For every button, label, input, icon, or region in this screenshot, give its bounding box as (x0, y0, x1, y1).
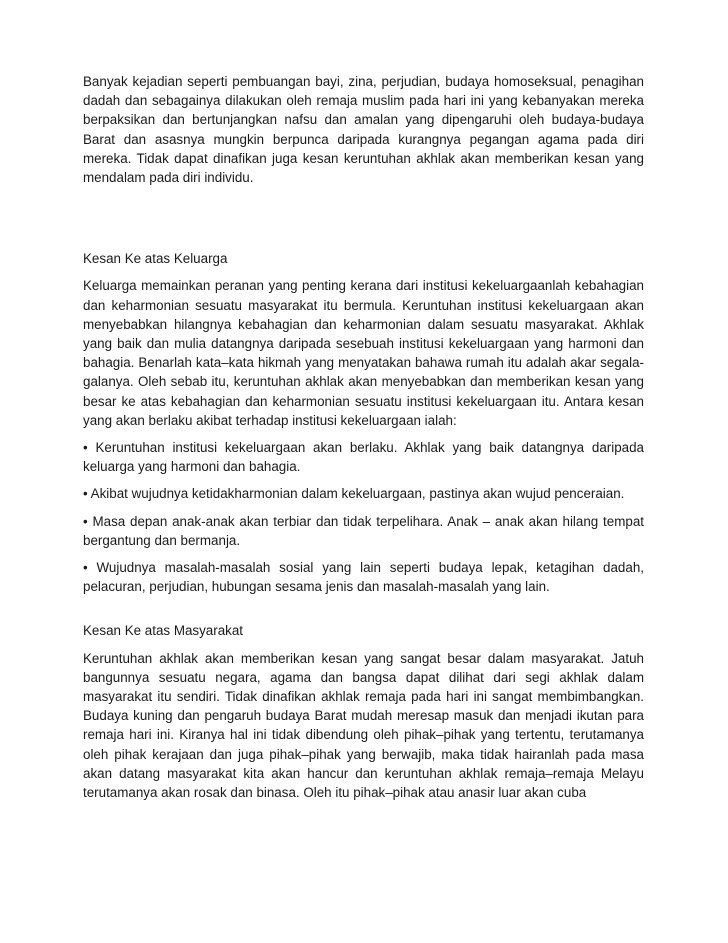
family-bullet-4: • Wujudnya masalah-masalah sosial yang lain seperti budaya lepak, ketagihan dadah, pelacuran, perjudian, hubungan sesama jenis dan masalah-masalah yang lain. (83, 560, 644, 595)
intro-paragraph: Banyak kejadian seperti pembuangan bayi, zina, perjudian, budaya homoseksual, penagihan dadah dan sebagainya dilakukan oleh remaja muslim pada hari ini yang kebanyakan mereka berpaksikan dan bertunjangkan nafsu dan amalan yang dipengaruhi oleh budaya-budaya Barat dan asasnya mungkin berpunca daripada kurangnya pegangan agama pada diri mereka. Tidak dapat dinafikan juga kesan keruntuhan akhlak akan memberikan kesan yang mendalam pada diri individu. (83, 74, 644, 186)
family-bullet-2: • Akibat wujudnya ketidakharmonian dalam kekeluargaan, pastinya akan wujud penceraian. (83, 486, 625, 502)
family-bullet-1: • Keruntuhan institusi kekeluargaan akan berlaku. Akhlak yang baik datangnya daripada keluarga yang harmoni dan bahagia. (83, 440, 644, 475)
document-page (83, 72, 644, 810)
family-paragraph: Keluarga memainkan peranan yang penting kerana dari institusi kekeluargaanlah kebahagian dan keharmonian sesuatu masyarakat itu bermula. Keruntuhan institusi kekeluargaan akan menyebabkan hilangnya kebahagian dan keharmonian dalam sesuatu masyarakat. Akhlak yang baik dan mulia datangnya daripada sesebuah institusi kekeluargaan yang harmoni dan bahagia. Benarlah kata–kata hikmah yang menyatakan bahawa rumah itu adalah akar segala-galanya. Oleh sebab itu, keruntuhan akhlak akan menyebabkan dan memberikan kesan yang besar ke atas kebahagian dan keharmonian sesuatu institusi kekeluargaan itu. Antara kesan yang akan berlaku akibat terhadap institusi kekeluargaan ialah: (83, 278, 644, 428)
society-paragraph: Keruntuhan akhlak akan memberikan kesan yang sangat besar dalam masyarakat. Jatuh bangunnya sesuatu negara, agama dan bangsa dapat dilihat dari segi akhlak dalam masyarakat itu sendiri. Tidak dinafikan akhlak remaja pada hari ini sangat membimbangkan. Budaya kuning dan pengaruh budaya Barat mudah meresap masuk dan menjadi ikutan para remaja hari ini. Kiranya hal ini tidak dibendung oleh pihak–pihak yang tertentu, terutamanya oleh pihak kerajaan dan juga pihak–pihak yang berwajib, maka tidak hairanlah pada masa akan datang masyarakat kita akan hancur dan keruntuhan akhlak remaja–remaja Melayu terutamanya akan rosak dan binasa. Oleh itu pihak–pihak atau anasir luar akan cuba (83, 650, 644, 801)
family-bullet-3: • Masa depan anak-anak akan terbiar dan tidak terpelihara. Anak – anak akan hilang tempat bergantung dan bermanja. (83, 513, 644, 548)
heading-society: Kesan Ke atas Masyarakat (83, 623, 244, 639)
heading-family: Kesan Ke atas Keluarga (83, 251, 228, 267)
